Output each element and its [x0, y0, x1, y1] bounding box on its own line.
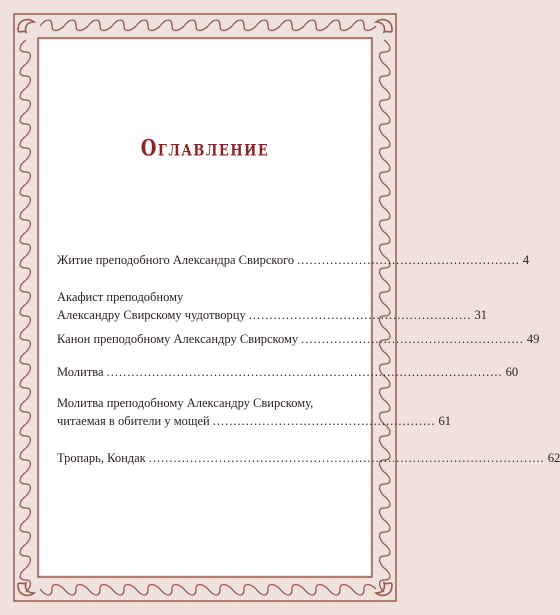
toc-page-number: 60	[505, 365, 519, 379]
toc-leader-dots: ......................................................	[248, 308, 472, 322]
toc-page-number: 4	[522, 253, 530, 267]
toc-entry[interactable]	[57, 449, 560, 467]
toc-entry-text: Молитва	[57, 365, 104, 379]
toc-page-number: 31	[474, 308, 487, 322]
toc-entry[interactable]	[57, 363, 519, 381]
toc-entry[interactable]	[57, 330, 540, 348]
toc-page-number: 61	[438, 414, 451, 428]
toc-leader-dots: ................................................................................................	[148, 451, 545, 465]
toc-page-number: 49	[526, 332, 540, 346]
page-content	[40, 40, 560, 575]
toc-entry[interactable]	[57, 251, 530, 269]
toc-entry[interactable]	[57, 288, 487, 324]
toc-entry-text: Житие преподобного Александра Свирского	[57, 253, 295, 267]
toc-page-number: 62	[547, 451, 560, 465]
toc-leader-dots: ......................................................	[297, 253, 520, 267]
toc-leader-dots: ................................................................................................	[106, 365, 503, 379]
page-title: Оглавление	[140, 135, 270, 162]
toc-entry[interactable]	[57, 394, 451, 430]
toc-entry-text: Александру Свирскому чудотворцу	[57, 308, 246, 322]
toc-leader-dots: ......................................................	[301, 332, 524, 346]
toc-entry-text: Тропарь, Кондак	[57, 451, 146, 465]
toc-entry-text: читаемая в обители у мощей	[57, 414, 210, 428]
toc-entry-text: Канон преподобному Александру Свирскому	[57, 332, 299, 346]
toc-entry-text-line1: Молитва преподобному Александру Свирскому,	[57, 396, 314, 410]
toc-entry-text-line1: Акафист преподобному	[57, 290, 184, 304]
toc-leader-dots: ......................................................	[212, 414, 436, 428]
